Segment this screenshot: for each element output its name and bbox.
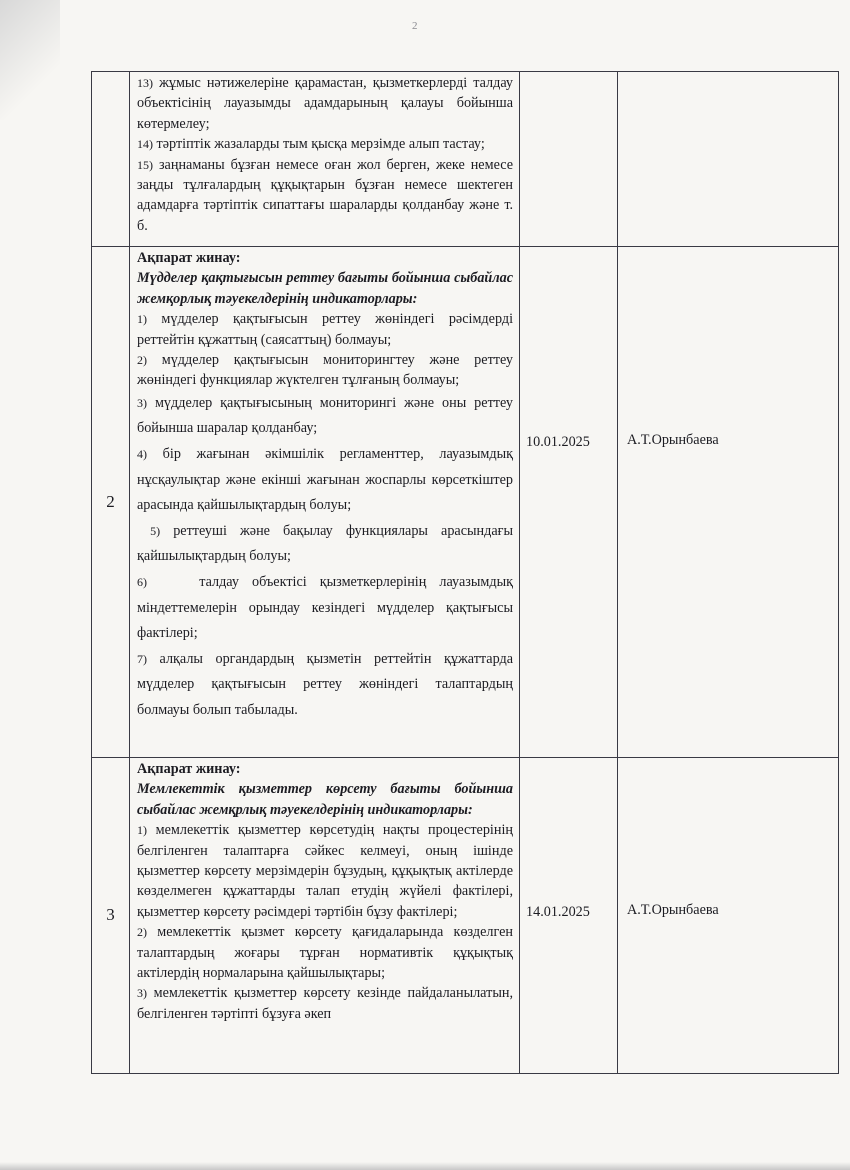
row-responsible: А.Т.Орынбаева [627, 432, 719, 448]
list-item: 1) мүдделер қақтығысын реттеу жөніндегі рәсімдерді реттейтін құжаттың (саясаттың) болмауы; [137, 311, 514, 348]
list-item: 6) талдау объектісі қызметкерлерінің лауазымдық міндеттемелерін орындау кезіндегі мүдделер қақтығысы фактілері; [137, 574, 513, 642]
list-item: 2) мүдделер қақтығысын мониторингтеу және реттеу жөніндегі функциялар жүктелген тұлғаның болмауы; [137, 352, 514, 389]
list-item: 7) алқалы органдардың қызметін реттейтін құжаттарда мүдделер қақтығысын реттеу жөніндегі талаптардың болмауы болып табылады. [137, 650, 513, 718]
row-heading: Ақпарат жинау: [137, 761, 241, 777]
row-date: 10.01.2025 [526, 434, 590, 450]
row-number [92, 72, 130, 247]
list-item: 2) мемлекеттік қызмет көрсету қағидаларында көзделген талаптардың жоғары тұрған нормативтік құқықтық актілердің нормаларына қайшылықтары; [137, 924, 514, 982]
row-number: 3 [92, 758, 130, 1074]
list-item: 13) жұмыс нәтижелеріне қарамастан, қызметкерлерді талдау объектісінің лауазымды адамдарының қалауы бойынша көтермелеу; [137, 75, 513, 132]
list-item: 15) заңнаманы бұзған немесе оған жол берген, жеке немесе заңды тұлғалардың құқықтарын бұзған немесе шектеген адамдарға тәртіптік сипаттағы шараларды қолданбау және т. б. [137, 156, 513, 234]
row-date-cell [520, 247, 618, 758]
plan-table [91, 71, 839, 1074]
table-row [92, 247, 839, 758]
list-item: 14) тәртіптік жазаларды тым қысқа мерзімде алып тастау; [137, 136, 485, 153]
row-content [130, 247, 520, 758]
row-responsible-cell [618, 247, 839, 758]
list-item: 1) мемлекеттік қызметтер көрсетудің нақты процестерінің белгіленген талаптарға сәйкес келмеуі, оның ішінде қызметтер көрсету мерзімдерін бұзудың, құқықтық актілерде көзделмеген құжаттарды талап етудің жүйелі фактілері, қызметтер көрсету рәсімдері тәртібін бұзу фактілері; [137, 822, 514, 920]
row-date-cell [520, 758, 618, 1074]
row-date [520, 72, 618, 247]
page-number: 2 [412, 20, 418, 32]
row-responsible: А.Т.Орынбаева [627, 902, 719, 918]
row-subheading: Мүдделер қақтығысын реттеу бағыты бойынша сыбайлас жемқорлық тәуекелдерінің индикаторлары: [137, 270, 513, 307]
list-item: 3) мемлекеттік қызметтер көрсету кезінде пайдаланылатын, белгіленген тәртіпті бұзуға әкеп [137, 985, 513, 1022]
table-row [92, 758, 839, 1074]
table-row [92, 72, 839, 247]
scan-corner-shadow [0, 0, 60, 120]
row-heading: Ақпарат жинау: [137, 250, 241, 266]
row-content [130, 72, 520, 247]
row-subheading: Мемлекеттік қызметтер көрсету бағыты бойынша сыбайлас жемқрлық тәуекелдерінің индикаторлары: [137, 781, 513, 818]
row-date: 14.01.2025 [526, 904, 590, 920]
row-number: 2 [92, 247, 130, 758]
list-item: 4) бір жағынан әкімшілік регламенттер, лауазымдық нұсқаулықтар және екінші жағынан жоспарлы көрсеткіштер арасында қайшылықтардың болуы; [137, 446, 513, 514]
scan-bottom-edge [0, 1162, 850, 1170]
row-responsible-cell [618, 758, 839, 1074]
row-responsible [618, 72, 839, 247]
row-content [130, 758, 520, 1074]
list-item: 5) реттеуші және бақылау функциялары арасындағы қайшылықтардың болуы; [137, 522, 514, 565]
list-item: 3) мүдделер қақтығысының мониторингі және оны реттеу бойынша шаралар қолданбау; [137, 394, 514, 437]
